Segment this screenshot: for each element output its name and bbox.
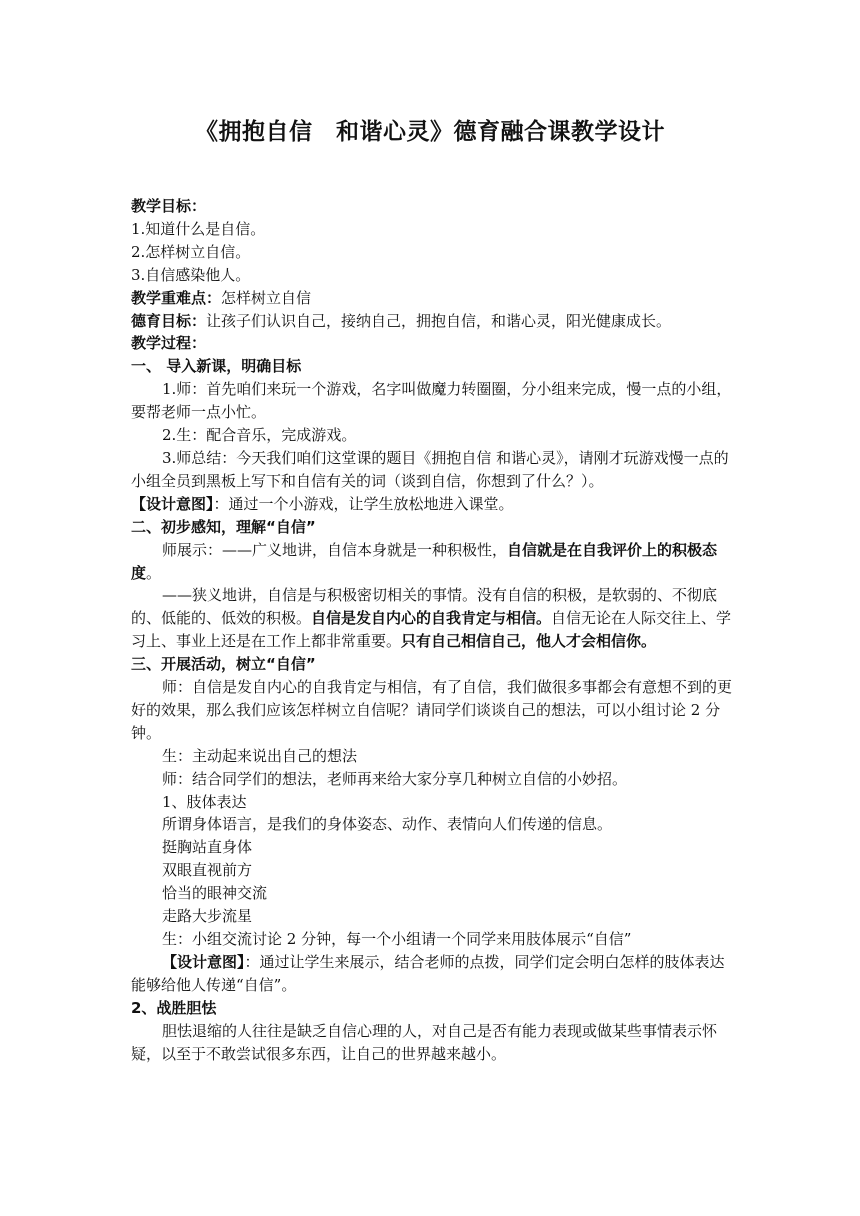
subheading: 1、肢体表达 <box>162 792 247 811</box>
emphasis-text: 只有自己相信自己，他人才会相信你。 <box>401 632 657 651</box>
paragraph: 2.生：配合音乐，完成游戏。 <box>162 426 357 445</box>
text-run: 师展示：——广义地讲，自信本身就是一种积极性， <box>162 540 508 559</box>
subheading: 2、战胜胆怯 <box>131 998 217 1017</box>
paragraph: 1.师：首先咱们来玩一个游戏，名字叫做魔力转圈圈，分小组来完成，慢一点的小组，要帮老师一点小忙。 <box>131 380 732 422</box>
text-run: 自信无论在人际交往上、学习上、事业上还是在工作上都非常重要。 <box>131 609 732 651</box>
paragraph: 所谓身体语言，是我们的身体姿态、动作、表情向人们传递的信息。 <box>162 815 613 834</box>
text-run: 。 <box>146 563 162 582</box>
paragraph: 生：小组交流讨论 2 分钟，每一个小组请一个同学来用肢体展示“自信” <box>162 930 632 948</box>
moral-goal-label: 德育目标： <box>131 311 207 330</box>
paragraph: 生：主动起来说出自己的想法 <box>162 746 358 765</box>
emphasis-text: 自信是发自内心的自我肯定与相信。 <box>311 609 552 628</box>
list-item: 双眼直视前方 <box>162 861 253 880</box>
section-heading: 一、 导入新课，明确目标 <box>131 357 302 376</box>
paragraph: 师：结合同学们的想法，老师再来给大家分享几种树立自信的小妙招。 <box>162 769 628 788</box>
list-item: 恰当的眼神交流 <box>162 884 268 903</box>
list-item: 走路大步流星 <box>162 907 253 926</box>
design-intent-label: 【设计意图】 <box>131 494 214 513</box>
process-heading: 教学过程： <box>131 334 207 353</box>
document-body <box>131 195 735 1065</box>
text-run: ——狭义地讲，自信是与积极密切相关的事情。没有自信的积极，是软弱的、不彻底的、低能的、低效的积极。 <box>131 586 718 628</box>
key-point-line <box>131 287 735 310</box>
document-title: 《拥抱自信 和谐心灵》德育融合课教学设计 <box>195 119 665 145</box>
paragraph: 师：自信是发自内心的自我肯定与相信，有了自信，我们做很多事都会有意想不到的更好的效果，那么我们应该怎样树立自信呢？请同学们谈谈自己的想法，可以小组讨论 2 分钟。 <box>131 678 733 742</box>
paragraph: 3.师总结：今天我们咱们这堂课的题目《拥抱自信 和谐心灵》，请刚才玩游戏慢一点的小组全员到黑板上写下和自信有关的词（谈到自信，你想到了什么？）。 <box>131 448 729 490</box>
key-point-text: 怎样树立自信 <box>221 288 312 307</box>
design-intent-line <box>131 493 735 516</box>
key-point-label: 教学重难点： <box>131 288 222 307</box>
emphasis-text: 自信就是在自我评价上的积极态度 <box>131 540 718 582</box>
paragraph: 胆怯退缩的人往往是缺乏自信心理的人，对自己是否有能力表现或做某些事情表示怀疑，以至于不敢尝试很多东西，让自己的世界越来越小。 <box>131 1021 718 1063</box>
design-intent-line <box>131 951 735 997</box>
design-intent-text: ：通过一个小游戏，让学生放松地进入课堂。 <box>213 494 514 513</box>
goal-item: 2.怎样树立自信。 <box>131 242 251 261</box>
paragraph <box>131 584 735 653</box>
moral-goal-line <box>131 310 735 333</box>
section-heading: 三、开展活动，树立“自信” <box>131 655 316 674</box>
design-intent-text: ：通过让学生来展示，结合老师的点拨，同学们定会明白怎样的肢体表达能够给他人传递“自信”。 <box>131 952 725 994</box>
paragraph <box>131 539 735 585</box>
moral-goal-text: 让孩子们认识自己，接纳自己，拥抱自信，和谐心灵，阳光健康成长。 <box>206 311 672 330</box>
list-item: 挺胸站直身体 <box>162 838 253 857</box>
goals-heading: 教学目标： <box>131 197 207 215</box>
goal-item: 1.知道什么是自信。 <box>131 219 266 238</box>
goal-item: 3.自信感染他人。 <box>131 265 251 284</box>
design-intent-label: 【设计意图】 <box>162 952 245 971</box>
section-heading: 二、初步感知，理解“自信” <box>131 517 316 536</box>
